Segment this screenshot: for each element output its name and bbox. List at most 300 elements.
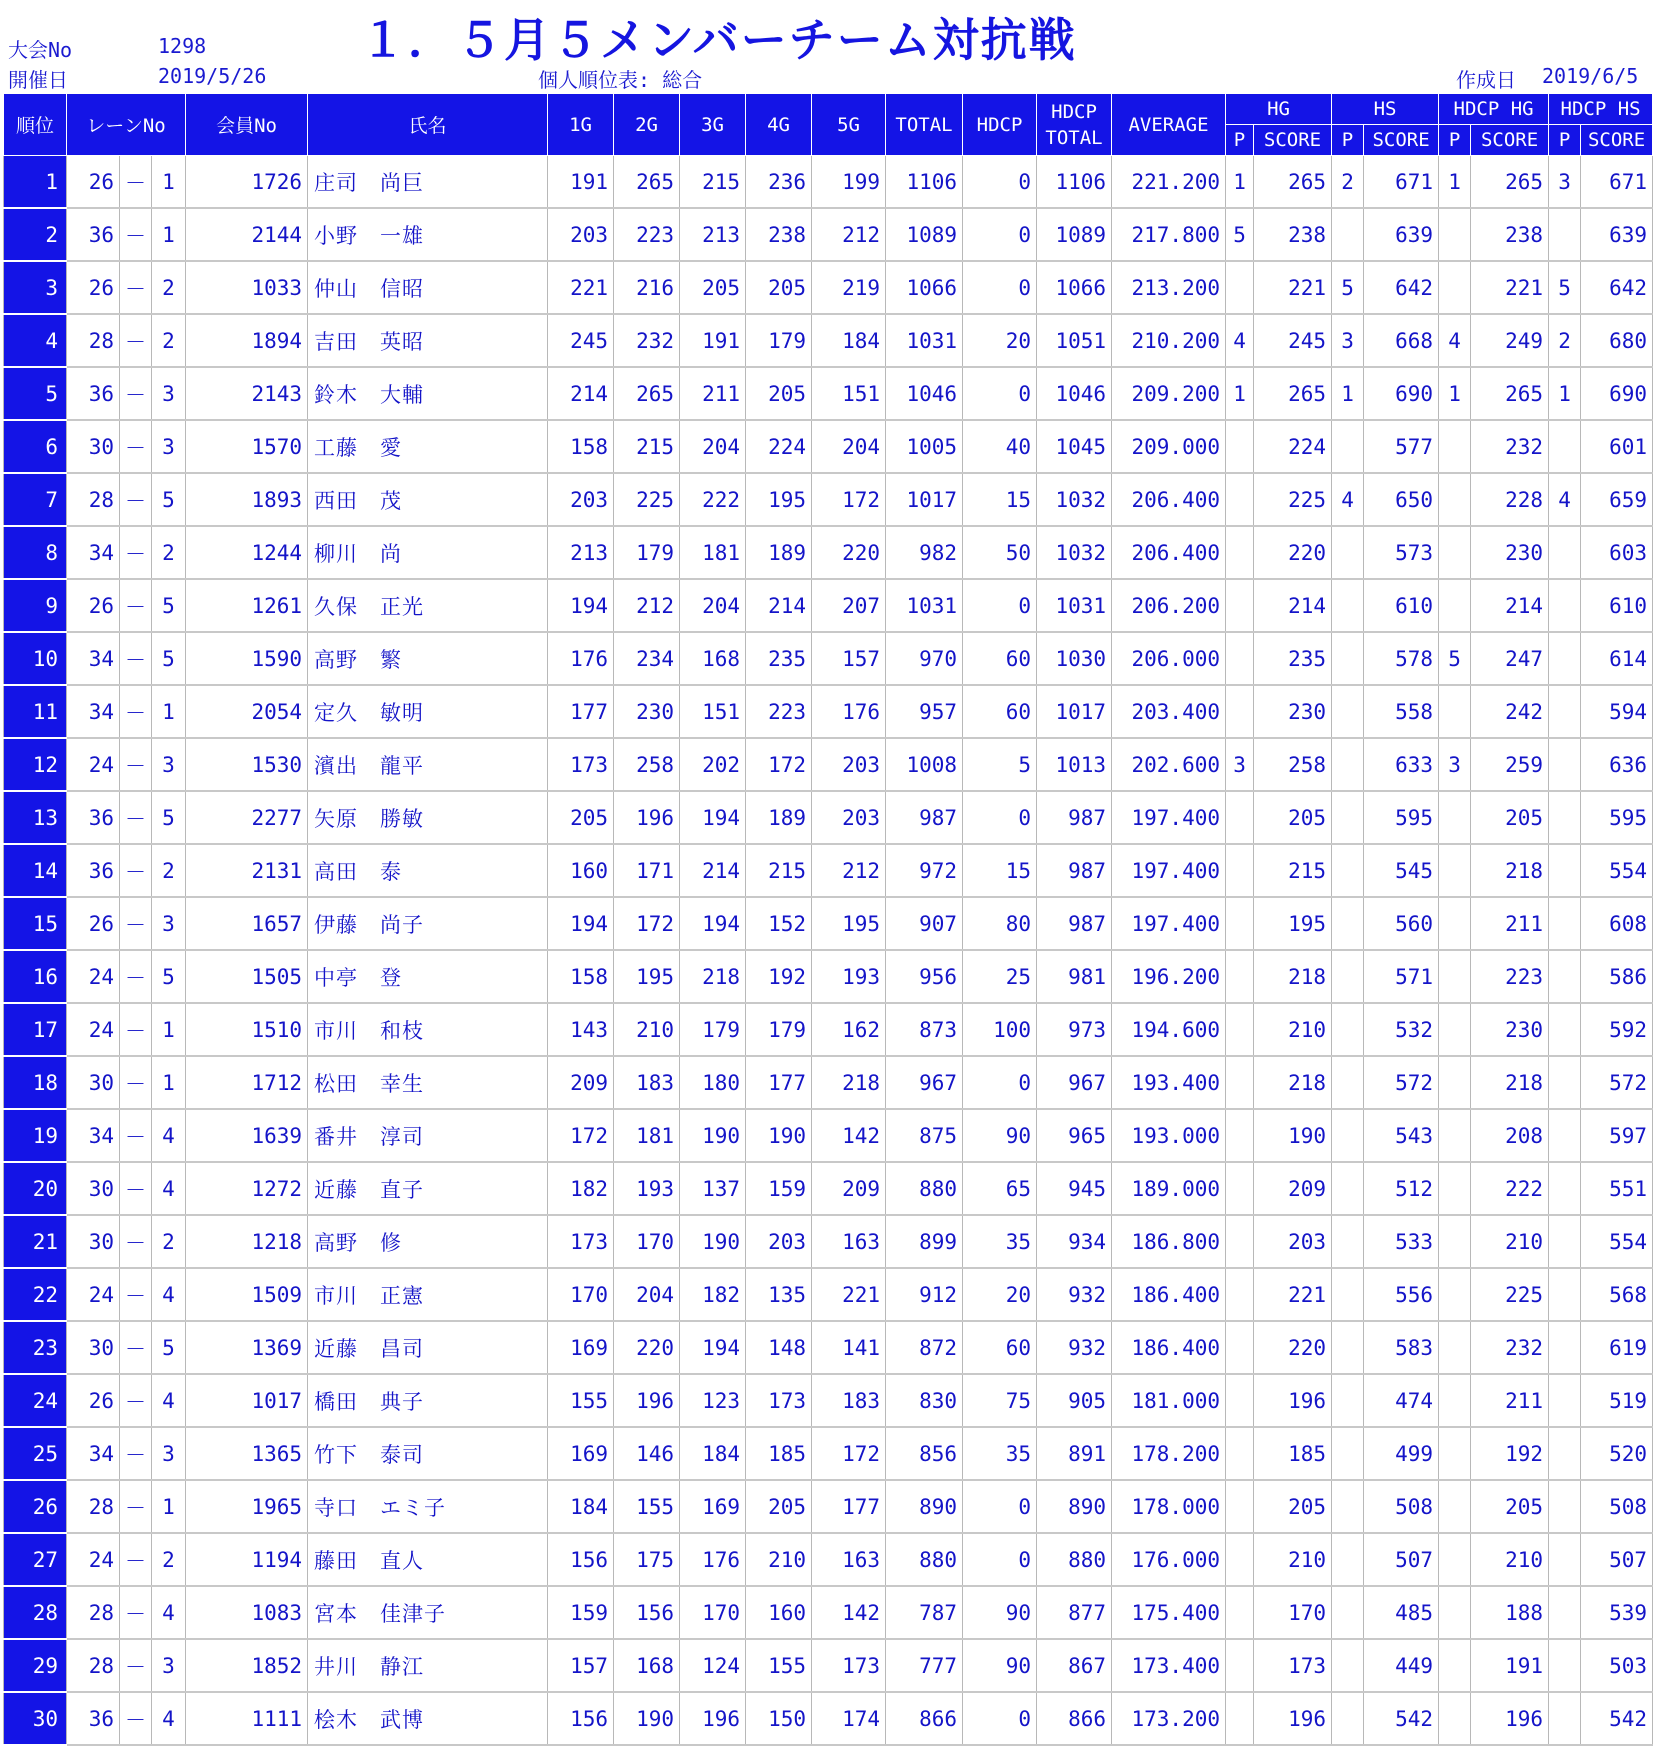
table-row [4,1003,1653,1056]
game2-cell: 196 [614,791,680,844]
game2-cell: 190 [614,1692,680,1745]
game5-cell: 184 [812,314,886,367]
total-cell: 972 [886,844,963,897]
game4-cell: 235 [746,632,812,685]
game2-cell: 210 [614,1003,680,1056]
game4-cell: 203 [746,1215,812,1268]
hs-score-cell: 578 [1364,632,1439,685]
hdcp-cell: 60 [963,685,1037,738]
lane-a-cell: 34 [67,526,120,579]
game5-cell: 151 [812,367,886,420]
total-cell: 912 [886,1268,963,1321]
game4-cell: 205 [746,367,812,420]
hdcp-hg-score-cell: 218 [1471,1056,1549,1109]
member-no-cell: 1530 [186,738,308,791]
hs-score-cell: 558 [1364,685,1439,738]
hg-score-cell: 205 [1254,791,1332,844]
hg-place-cell [1226,1268,1254,1321]
hdcp-hg-place-cell [1439,208,1471,261]
rank-cell: 23 [4,1321,67,1374]
total-cell: 1046 [886,367,963,420]
game4-cell: 135 [746,1268,812,1321]
col-hdcp-hs-p: P [1549,125,1581,156]
col-g1: 1G [548,94,614,156]
hdcp-hg-place-cell [1439,579,1471,632]
table-row [4,208,1653,261]
lane-dash: － [120,844,152,897]
hdcp-total-cell: 1032 [1037,473,1112,526]
col-hdcp-total [1037,94,1112,156]
hg-score-cell: 210 [1254,1533,1332,1586]
hs-score-cell: 642 [1364,261,1439,314]
hdcp-cell: 60 [963,632,1037,685]
game4-cell: 215 [746,844,812,897]
table-row [4,1109,1653,1162]
lane-b-cell: 3 [152,1427,186,1480]
lane-a-cell: 28 [67,1586,120,1639]
rank-cell: 5 [4,367,67,420]
table-row [4,314,1653,367]
table-row [4,526,1653,579]
game5-cell: 195 [812,897,886,950]
member-no-cell: 1218 [186,1215,308,1268]
hdcp-hg-place-cell [1439,685,1471,738]
game3-cell: 204 [680,579,746,632]
lane-dash: － [120,1480,152,1533]
player-name-cell: 高野 修 [308,1215,548,1268]
lane-a-cell: 26 [67,579,120,632]
member-no-cell: 1509 [186,1268,308,1321]
lane-a-cell: 28 [67,1639,120,1692]
col-hg: HG [1226,94,1332,125]
game5-cell: 176 [812,685,886,738]
hdcp-hs-score-cell: 690 [1581,367,1653,420]
hdcp-hg-score-cell: 218 [1471,844,1549,897]
lane-a-cell: 28 [67,473,120,526]
hdcp-hs-score-cell: 659 [1581,473,1653,526]
hdcp-hg-score-cell: 232 [1471,1321,1549,1374]
col-hdcp-total-line1: HDCP [1051,100,1097,123]
hdcp-hs-place-cell [1549,1427,1581,1480]
game2-cell: 258 [614,738,680,791]
hg-score-cell: 218 [1254,1056,1332,1109]
lane-a-cell: 30 [67,1215,120,1268]
hs-place-cell [1332,1480,1364,1533]
player-name-cell: 工藤 愛 [308,420,548,473]
game3-cell: 218 [680,950,746,1003]
member-no-cell: 1369 [186,1321,308,1374]
game1-cell: 191 [548,156,614,209]
hg-place-cell [1226,791,1254,844]
game2-cell: 170 [614,1215,680,1268]
game5-cell: 157 [812,632,886,685]
hdcp-cell: 25 [963,950,1037,1003]
hdcp-cell: 0 [963,367,1037,420]
lane-a-cell: 30 [67,1321,120,1374]
hg-score-cell: 214 [1254,579,1332,632]
hdcp-hs-score-cell: 572 [1581,1056,1653,1109]
date-label: 開催日 [8,68,68,92]
hdcp-hg-score-cell: 192 [1471,1427,1549,1480]
game3-cell: 124 [680,1639,746,1692]
lane-b-cell: 4 [152,1268,186,1321]
total-cell: 1031 [886,314,963,367]
table-row [4,367,1653,420]
hdcp-hs-score-cell: 639 [1581,208,1653,261]
created-date: 2019/6/5 [1542,64,1639,88]
total-cell: 1066 [886,261,963,314]
lane-b-cell: 3 [152,367,186,420]
hdcp-hs-score-cell: 519 [1581,1374,1653,1427]
table-row [4,1268,1653,1321]
lane-dash: － [120,1533,152,1586]
hdcp-hg-place-cell [1439,1321,1471,1374]
hdcp-total-cell: 905 [1037,1374,1112,1427]
hg-score-cell: 205 [1254,1480,1332,1533]
member-no-cell: 2144 [186,208,308,261]
hdcp-hs-place-cell [1549,685,1581,738]
game1-cell: 170 [548,1268,614,1321]
game2-cell: 155 [614,1480,680,1533]
average-cell: 206.400 [1112,526,1226,579]
game1-cell: 156 [548,1692,614,1745]
rank-cell: 26 [4,1480,67,1533]
hdcp-hg-place-cell: 4 [1439,314,1471,367]
lane-a-cell: 28 [67,1480,120,1533]
game2-cell: 232 [614,314,680,367]
rank-cell: 22 [4,1268,67,1321]
rank-cell: 10 [4,632,67,685]
hs-score-cell: 560 [1364,897,1439,950]
game4-cell: 236 [746,156,812,209]
hg-score-cell: 258 [1254,738,1332,791]
member-no-cell: 1852 [186,1639,308,1692]
game5-cell: 142 [812,1586,886,1639]
page-title: １．５月５メンバーチーム対抗戦 [360,13,1077,67]
rank-cell: 4 [4,314,67,367]
lane-dash: － [120,1056,152,1109]
hs-place-cell: 1 [1332,367,1364,420]
total-cell: 970 [886,632,963,685]
lane-a-cell: 34 [67,1109,120,1162]
hdcp-hs-score-cell: 586 [1581,950,1653,1003]
hs-score-cell: 595 [1364,791,1439,844]
hdcp-total-cell: 867 [1037,1639,1112,1692]
game4-cell: 189 [746,791,812,844]
hg-score-cell: 220 [1254,526,1332,579]
hdcp-hg-score-cell: 221 [1471,261,1549,314]
hs-score-cell: 577 [1364,420,1439,473]
hg-score-cell: 245 [1254,314,1332,367]
lane-b-cell: 1 [152,1003,186,1056]
hdcp-hs-score-cell: 594 [1581,685,1653,738]
hs-place-cell [1332,791,1364,844]
hdcp-hs-place-cell [1549,1215,1581,1268]
table-row [4,738,1653,791]
total-cell: 872 [886,1321,963,1374]
col-hdcp-hg: HDCP HG [1439,94,1549,125]
game3-cell: 222 [680,473,746,526]
game1-cell: 177 [548,685,614,738]
average-cell: 178.000 [1112,1480,1226,1533]
game1-cell: 173 [548,1215,614,1268]
game3-cell: 211 [680,367,746,420]
player-name-cell: 定久 敏明 [308,685,548,738]
rank-cell: 28 [4,1586,67,1639]
hdcp-hs-place-cell [1549,1321,1581,1374]
hg-score-cell: 195 [1254,897,1332,950]
lane-b-cell: 1 [152,208,186,261]
total-cell: 1005 [886,420,963,473]
game4-cell: 190 [746,1109,812,1162]
lane-dash: － [120,632,152,685]
player-name-cell: 竹下 泰司 [308,1427,548,1480]
hdcp-hg-score-cell: 211 [1471,897,1549,950]
hdcp-cell: 0 [963,1533,1037,1586]
table-row [4,156,1653,209]
hdcp-hs-place-cell: 1 [1549,367,1581,420]
game2-cell: 179 [614,526,680,579]
hdcp-cell: 60 [963,1321,1037,1374]
lane-b-cell: 5 [152,632,186,685]
lane-b-cell: 5 [152,579,186,632]
hdcp-hg-score-cell: 223 [1471,950,1549,1003]
hg-place-cell [1226,1480,1254,1533]
hdcp-hs-score-cell: 680 [1581,314,1653,367]
game4-cell: 205 [746,1480,812,1533]
lane-a-cell: 30 [67,420,120,473]
hdcp-hg-place-cell [1439,1374,1471,1427]
hs-score-cell: 639 [1364,208,1439,261]
hs-place-cell [1332,897,1364,950]
game3-cell: 214 [680,844,746,897]
hs-score-cell: 499 [1364,1427,1439,1480]
game3-cell: 176 [680,1533,746,1586]
table-row [4,1056,1653,1109]
rank-cell: 14 [4,844,67,897]
game1-cell: 194 [548,897,614,950]
hdcp-hs-score-cell: 551 [1581,1162,1653,1215]
hdcp-hg-score-cell: 228 [1471,473,1549,526]
game5-cell: 212 [812,208,886,261]
lane-a-cell: 34 [67,1427,120,1480]
game4-cell: 155 [746,1639,812,1692]
lane-dash: － [120,579,152,632]
hs-place-cell [1332,1321,1364,1374]
member-no-cell: 1639 [186,1109,308,1162]
game4-cell: 179 [746,1003,812,1056]
game4-cell: 160 [746,1586,812,1639]
hdcp-hs-place-cell [1549,844,1581,897]
col-hs: HS [1332,94,1439,125]
rank-cell: 8 [4,526,67,579]
table-row [4,897,1653,950]
game3-cell: 184 [680,1427,746,1480]
total-cell: 875 [886,1109,963,1162]
game3-cell: 180 [680,1056,746,1109]
lane-a-cell: 24 [67,1003,120,1056]
game2-cell: 168 [614,1639,680,1692]
hg-score-cell: 196 [1254,1374,1332,1427]
lane-a-cell: 36 [67,367,120,420]
rank-cell: 24 [4,1374,67,1427]
average-cell: 209.200 [1112,367,1226,420]
hdcp-hg-score-cell: 196 [1471,1692,1549,1745]
game2-cell: 204 [614,1268,680,1321]
lane-dash: － [120,473,152,526]
col-hg-score: SCORE [1254,125,1332,156]
hdcp-hs-score-cell: 554 [1581,1215,1653,1268]
total-cell: 982 [886,526,963,579]
hs-place-cell [1332,738,1364,791]
hdcp-hs-place-cell [1549,579,1581,632]
hdcp-cell: 35 [963,1427,1037,1480]
rank-cell: 27 [4,1533,67,1586]
hs-place-cell [1332,420,1364,473]
hdcp-total-cell: 973 [1037,1003,1112,1056]
hs-score-cell: 668 [1364,314,1439,367]
hdcp-total-cell: 1051 [1037,314,1112,367]
hdcp-cell: 0 [963,156,1037,209]
hdcp-hg-score-cell: 230 [1471,526,1549,579]
hdcp-hs-place-cell: 4 [1549,473,1581,526]
hdcp-cell: 90 [963,1586,1037,1639]
lane-dash: － [120,685,152,738]
game5-cell: 204 [812,420,886,473]
col-hdcp-hg-p: P [1439,125,1471,156]
hg-score-cell: 210 [1254,1003,1332,1056]
hdcp-cell: 50 [963,526,1037,579]
game5-cell: 203 [812,738,886,791]
rank-cell: 30 [4,1692,67,1745]
total-cell: 1106 [886,156,963,209]
average-cell: 186.400 [1112,1321,1226,1374]
lane-a-cell: 30 [67,1056,120,1109]
hdcp-hg-place-cell [1439,1215,1471,1268]
hdcp-cell: 0 [963,1056,1037,1109]
hg-place-cell [1226,1427,1254,1480]
total-cell: 830 [886,1374,963,1427]
member-no-cell: 1194 [186,1533,308,1586]
hdcp-hs-score-cell: 520 [1581,1427,1653,1480]
hdcp-cell: 0 [963,1480,1037,1533]
hg-score-cell: 225 [1254,473,1332,526]
lane-b-cell: 2 [152,1215,186,1268]
hdcp-cell: 0 [963,579,1037,632]
hs-place-cell [1332,1162,1364,1215]
hdcp-hs-place-cell [1549,1586,1581,1639]
member-no-cell: 1570 [186,420,308,473]
game4-cell: 238 [746,208,812,261]
lane-dash: － [120,1586,152,1639]
hdcp-hg-score-cell: 265 [1471,367,1549,420]
hg-score-cell: 238 [1254,208,1332,261]
table-row [4,473,1653,526]
rank-cell: 11 [4,685,67,738]
total-cell: 873 [886,1003,963,1056]
game1-cell: 203 [548,473,614,526]
hs-score-cell: 610 [1364,579,1439,632]
member-no-cell: 1272 [186,1162,308,1215]
hg-place-cell [1226,632,1254,685]
hdcp-total-cell: 987 [1037,844,1112,897]
member-no-cell: 2277 [186,791,308,844]
hdcp-hs-place-cell: 3 [1549,156,1581,209]
average-cell: 206.000 [1112,632,1226,685]
hdcp-total-cell: 1106 [1037,156,1112,209]
average-cell: 186.400 [1112,1268,1226,1321]
hg-place-cell [1226,1639,1254,1692]
lane-b-cell: 5 [152,1321,186,1374]
hdcp-hg-score-cell: 238 [1471,208,1549,261]
hdcp-cell: 20 [963,314,1037,367]
game1-cell: 205 [548,791,614,844]
lane-a-cell: 34 [67,685,120,738]
hg-place-cell [1226,420,1254,473]
hdcp-cell: 75 [963,1374,1037,1427]
hdcp-hs-place-cell [1549,738,1581,791]
hg-score-cell: 221 [1254,261,1332,314]
lane-a-cell: 36 [67,1692,120,1745]
hs-place-cell [1332,1109,1364,1162]
hdcp-hg-score-cell: 214 [1471,579,1549,632]
game1-cell: 176 [548,632,614,685]
hs-place-cell [1332,1427,1364,1480]
header-row [4,94,1653,125]
hdcp-hs-place-cell [1549,1268,1581,1321]
lane-b-cell: 2 [152,314,186,367]
total-cell: 880 [886,1533,963,1586]
lane-dash: － [120,156,152,209]
table-row [4,1639,1653,1692]
hdcp-hs-score-cell: 568 [1581,1268,1653,1321]
lane-b-cell: 1 [152,1056,186,1109]
hdcp-hs-score-cell: 608 [1581,897,1653,950]
hg-score-cell: 235 [1254,632,1332,685]
game5-cell: 141 [812,1321,886,1374]
hdcp-cell: 100 [963,1003,1037,1056]
hdcp-hs-score-cell: 508 [1581,1480,1653,1533]
total-cell: 899 [886,1215,963,1268]
hdcp-hg-place-cell: 1 [1439,367,1471,420]
game1-cell: 157 [548,1639,614,1692]
member-no-cell: 1505 [186,950,308,1003]
player-name-cell: 市川 和枝 [308,1003,548,1056]
hdcp-total-cell: 890 [1037,1480,1112,1533]
hg-score-cell: 224 [1254,420,1332,473]
hg-score-cell: 190 [1254,1109,1332,1162]
game4-cell: 224 [746,420,812,473]
hdcp-hg-score-cell: 211 [1471,1374,1549,1427]
member-no-cell: 1244 [186,526,308,579]
lane-dash: － [120,314,152,367]
lane-b-cell: 5 [152,950,186,1003]
member-no-cell: 1590 [186,632,308,685]
hdcp-hs-place-cell [1549,420,1581,473]
report-subtitle: 個人順位表: 総合 [538,68,703,92]
member-no-cell: 1111 [186,1692,308,1745]
member-no-cell: 1083 [186,1586,308,1639]
hdcp-cell: 0 [963,1692,1037,1745]
hg-score-cell: 220 [1254,1321,1332,1374]
hdcp-hs-score-cell: 595 [1581,791,1653,844]
game4-cell: 195 [746,473,812,526]
hdcp-hs-score-cell: 610 [1581,579,1653,632]
lane-b-cell: 5 [152,791,186,844]
col-hdcp: HDCP [963,94,1037,156]
hs-place-cell [1332,1215,1364,1268]
hdcp-hs-score-cell: 619 [1581,1321,1653,1374]
